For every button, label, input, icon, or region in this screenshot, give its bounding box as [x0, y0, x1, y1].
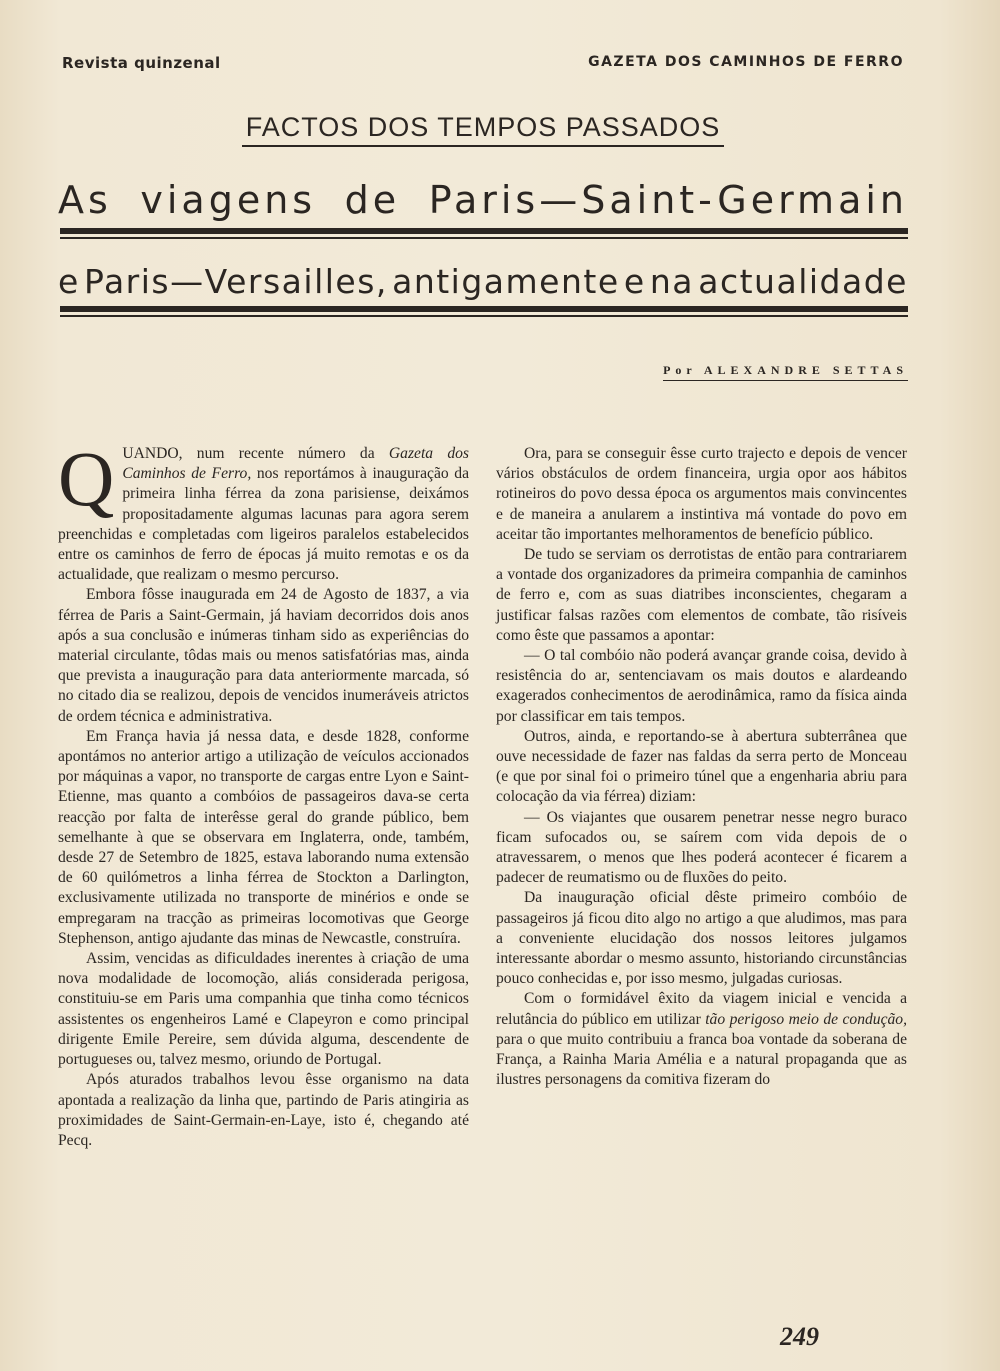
column-left: [58, 435, 470, 1151]
title-word: As: [58, 178, 112, 222]
page-number: 249: [780, 1322, 819, 1351]
section-title: FACTOS DOS TEMPOS PASSADOS: [242, 112, 724, 147]
drop-cap: Q: [58, 435, 115, 522]
paragraph: Embora fôsse inaugurada em 24 de Agosto de 1837, a via férrea de Paris a Saint-Germain, já haviam decorridos dois anos após a sua conclusão e inúmeras tinham sido as experiências do material circulante, tôdas mais ou menos satisfatórias mas, ainda que prevista a inauguração para data anteriormente marcada, só no citado dia se realizou, depois de vencidos inumeráveis atrictos de ordem técnica e administrativa.: [58, 586, 469, 725]
paragraph: Em França havia já nessa data, e desde 1828, conforme apontámos no anterior artigo a utilização de veículos accionados por máquinas a vapor, no transporte de cargas entre Lyon e Saint-Etienne, mas quanto a combóios de passageiros dava-se certa reacção por falta de interêsse geral do grande público, bem semelhante à que se observara em Inglaterra, onde, também, desde 27 de Setembro de 1825, estava laborando numa extensão de 60 quilómetros a linha férrea de Stockton a Darlington, exclusivamente utilizada no transporte de minérios e onde se empregaram na tracção as primeiras locomotivas que George Stephenson, antigo ajudante das minas de Newcastle, construíra.: [58, 727, 469, 947]
paragraph: Outros, ainda, e reportando-se à abertura subterrânea que ouve necessidade de fazer nas faldas da serra perto de Monceau (e que por sinal foi o primeiro túnel que a engenharia abriu para colocação da via férrea) diziam:: [496, 727, 907, 806]
article-title-line-2: [58, 262, 908, 301]
byline: Por ALEXANDRE SETTAS: [663, 363, 908, 381]
title-word: viagens: [140, 178, 317, 222]
title-rule-1: [60, 228, 908, 239]
paragraph: — O tal combóio não poderá avançar grande coisa, devido à resistência do ar, sentenciavam os mais doutos e alardeando exagerados conhecimentos de aerodinâmica, ramo da física ainda por classificar em tais tempos.: [496, 647, 907, 725]
paragraph: Assim, vencidas as dificuldades inerentes à criação de uma nova modalidade de locomoção, aliás considerada perigosa, constituiu-se em Paris uma companhia que tinha como técnicos assistentes os engenheiros Lamé e Clapeyron e como principal dirigente Emile Pereire, sem dúvida alguma, descendente de portugueses ou, talvez mesmo, oriundo de Portugal.: [58, 950, 469, 1069]
title-word: e: [623, 262, 646, 301]
paragraph: — Os viajantes que ousarem penetrar nesse negro buraco ficam sufocados ou, se saírem com vida depois de o atravessarem, o menos que lhes poderá acontecer é ficarem a padecer de reumatismo ou de fluxões do peito.: [496, 808, 907, 887]
paragraph: QUANDO, num recente número da Gazeta dos Caminhos de Ferro, nos reportámos à inauguração da primeira linha férrea da zona parisiense, deixámos propositadamente algumas lacunas para agora serem preenchidas e completadas com ligeiros paralelos estabelecidos entre os caminhos de ferro de épocas já muito remotas e os da actualidade, que realizam o mesmo percurso.: [58, 435, 470, 584]
paragraph: Com o formidável êxito da viagem inicial e vencida a relutância do público em utilizar tão perigoso meio de condução, para o que muito contribuiu a franca boa vontade da soberana de França, a Rainha Maria Amélia e a natural propaganda que as ilustres personagens da comitiva fizeram do: [496, 990, 908, 1089]
header-left: Revista quinzenal: [62, 54, 221, 72]
header-right: GAZETA DOS CAMINHOS DE FERRO: [588, 54, 904, 70]
title-rule-2: [60, 306, 908, 317]
paragraph: Ora, para se conseguir êsse curto trajecto e depois de vencer vários obstáculos de ordem financeira, urgia opor aos hábitos rotineiros do povo dessa época os argumentos mais convincentes e de maneira a anularem a instintiva má vontade do povo em aceitar tão importantes melhoramentos de benefício público.: [496, 445, 907, 543]
title-word: de: [344, 178, 401, 222]
title-word: Paris—Versailles,: [84, 262, 388, 301]
title-word: na: [649, 262, 695, 301]
article-title-line-1: [58, 178, 908, 222]
paragraph: Da inauguração oficial dêste primeiro combóio de passageiros já ficou dito algo no artigo a que aludimos, mas para a conveniente elucidação dos nossos leitores julgamos interessante abordar o mesmo assunto, historiando circunstâncias pouco conhecidas e, por isso mesmo, julgadas curiosas.: [496, 889, 907, 988]
paragraph: De tudo se serviam os derrotistas de então para contrariarem a vontade dos organizadores da primeira companhia de caminhos de ferro e, com as suas diatribes inconscientes, chegaram a justificar falsas razões com elementos de combate, tão risíveis como êste que passamos a apontar:: [496, 546, 907, 644]
title-word: e: [58, 262, 80, 301]
title-word: antigamente: [392, 262, 620, 301]
title-word: actualidade: [698, 262, 908, 301]
paragraph: Após aturados trabalhos levou êsse organismo na data apontada a realização da linha que, partindo de Paris atingiria as proximidades de Saint-Germain-en-Laye, isto é, chegando até Pecq.: [58, 1071, 469, 1149]
column-right: [496, 444, 907, 1091]
title-word: Paris—Saint-Germain: [428, 178, 908, 222]
